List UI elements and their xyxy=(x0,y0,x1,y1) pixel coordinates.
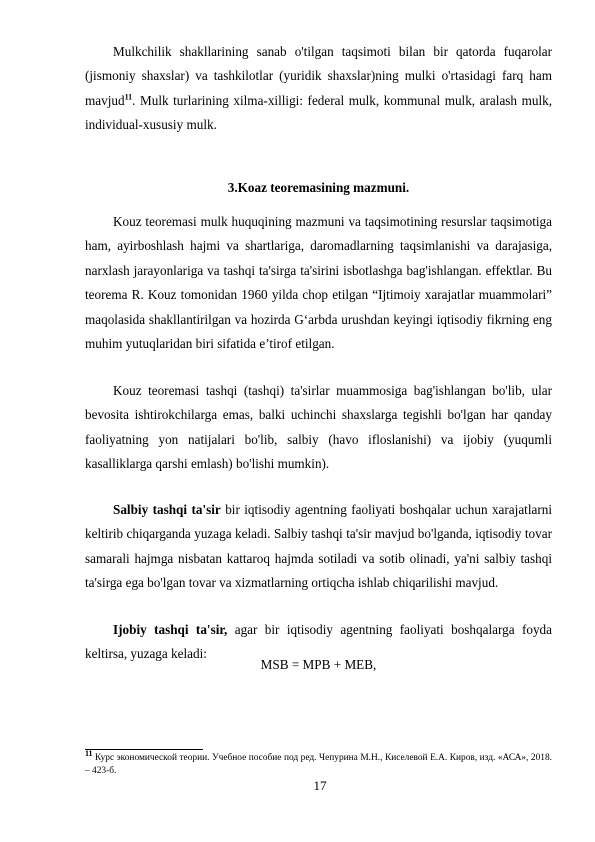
footnote-marker: 11 xyxy=(85,748,93,758)
footnote-divider xyxy=(85,749,203,750)
intro-paragraph xyxy=(85,40,552,138)
coase-paragraph-2: Kouz teoremasi tashqi (tashqi) ta'sirlar muammosiga bag'ishlangan bo'lib, ular bevosita ishtirokchilarga emas, balki uchinchi shaxslarga tegishli bo'lgan har qanday faoliyatning yon natijalari bo'lib, salbiy (havo ifloslanishi) va ijobiy (yuqumli kasalliklarga qarshi emlash) bo'lishi mumkin). xyxy=(85,383,552,472)
footnote-text: Курс экономической теории. Учебное пособие под ред. Чепурина М.Н., Киселевой Е.А. Киров, изд. «АСА», 2018. – 423-б. xyxy=(85,753,552,776)
intro-text: Mulkchilik shakllarining sanab o'tilgan taqsimoti bilan bir qatorda fuqarolar (jismoniy shaxslar) va tashkilotlar (yuridik shaxslar)ning mulki o'rtasidagi farq ham mavjud xyxy=(85,44,552,108)
negative-externality-text: bir iqtisodiy agentning faoliyati boshqalar uchun xarajatlarni keltirib chiqarganda yuzaga keladi. Salbiy tashqi ta'sir mavjud bo'lganda, iqtisodiy tovar samarali hajmga nisbatan kattaroq hajmda sotiladi va sotib olinadi, ya'ni salbiy tashqi ta'sirga ega bo'lgan tovar va xizmatlarning ortiqcha ishlab chiqarilishi mavjud. xyxy=(85,502,553,591)
footnote-reference[interactable]: 11 xyxy=(124,92,133,102)
page-number: 17 xyxy=(313,778,327,793)
coase-paragraph-1: Kouz teoremasi mulk huquqining mazmuni va taqsimotining resurslar taqsimotiga ham, ayirboshlash hajmi va shartlariga, daromadlarning taqsimlanishi va darajasiga, narxlash jarayonlariga va tashqi ta'sirga ta'sirini isbotlashga bag'ishlangan. effektlar. Bu teorema R. Kouz tomonidan 1960 yilda chop etilgan “Ijtimoiy xarajatlar muammolari” maqolasida shakllantirilgan va hozirda G‘arbda urushdan keyingi iqtisodiy fikrning eng muhim yutuqlaridan biri sifatida e’tirof etilgan. xyxy=(85,214,552,352)
msb-formula: MSB = MPB + MEB, xyxy=(260,657,377,672)
negative-externality-term: Salbiy tashqi ta'sir xyxy=(113,502,221,517)
positive-externality-term: Ijobiy tashqi ta'sir, xyxy=(113,622,228,637)
negative-externality-paragraph xyxy=(85,498,552,596)
positive-externality-text: agar bir iqtisodiy agentning faoliyati boshqalarga foyda keltirsa, yuzaga keladi: xyxy=(85,622,553,662)
section-heading: 3.Koaz teoremasining mazmuni. xyxy=(227,180,410,195)
intro-tail-text: . Mulk turlarining xilma-xilligi: federal mulk, kommunal mulk, aralash mulk, individual-xususiy mulk. xyxy=(85,92,552,133)
footnote xyxy=(85,748,552,778)
